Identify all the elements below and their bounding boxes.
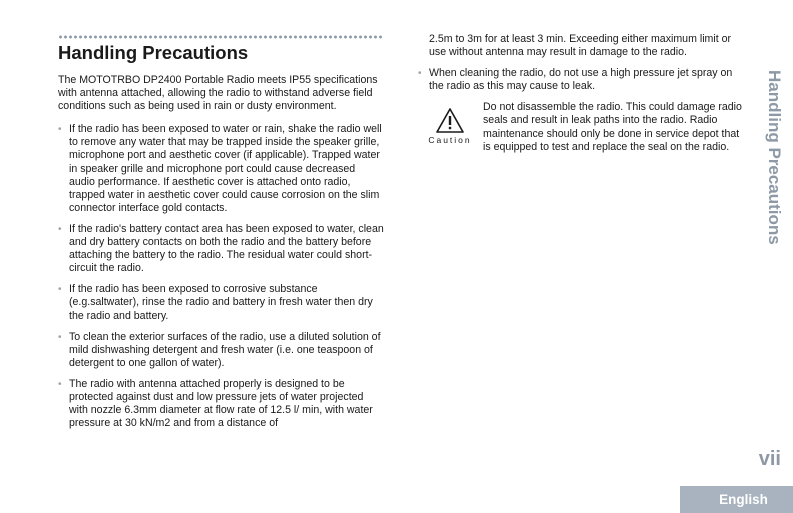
language-tab: English bbox=[680, 486, 793, 513]
chapter-side-tab: Handling Precautions bbox=[765, 70, 784, 245]
list-item: • If the radio's battery contact area has been exposed to water, clean and dry battery contacts on both the radio and the battery before attaching the battery to the radio. The residual water could short-circuit the radio. bbox=[58, 223, 384, 275]
precautions-list-continued bbox=[418, 67, 746, 93]
caution-notice bbox=[418, 101, 746, 191]
right-column bbox=[418, 33, 746, 191]
list-item-continuation: 2.5m to 3m for at least 3 min. Exceeding either maximum limit or use without antenna may result in damage to the radio. bbox=[429, 33, 732, 59]
page-title: Handling Precautions bbox=[58, 42, 249, 63]
page-number: vii bbox=[758, 448, 781, 470]
precautions-list bbox=[58, 123, 384, 430]
list-item: • To clean the exterior surfaces of the radio, use a diluted solution of mild dishwashing detergent and fresh water (i.e. one teaspoon of detergent to one gallon of water). bbox=[58, 331, 384, 370]
caution-label: Caution bbox=[428, 135, 472, 146]
title-dotted-rule bbox=[58, 35, 384, 39]
list-item: • When cleaning the radio, do not use a high pressure jet spray on the radio as this may cause to leak. bbox=[418, 67, 746, 93]
list-item: • If the radio has been exposed to corrosive substance (e.g.saltwater), rinse the radio and battery in fresh water then dry the radio and battery. bbox=[58, 283, 384, 322]
warning-triangle-icon bbox=[435, 107, 465, 134]
caution-text: Do not disassemble the radio. This could damage radio seals and result in leak paths into the radio. Radio maintenance should only be done in service depot that is equipped to test and replace the seal on the radio. bbox=[483, 101, 742, 153]
intro-paragraph: The MOTOTRBO DP2400 Portable Radio meets IP55 specifications with antenna attached, allowing the radio to withstand adverse field conditions such as being used in rain or dusty environment. bbox=[58, 74, 378, 113]
caution-badge bbox=[424, 107, 476, 145]
list-item: • If the radio has been exposed to water or rain, shake the radio well to remove any water that may be trapped inside the speaker grille, microphone port and aesthetic cover (if applicable). Trapped water in speaker grille and microphone port could cause decreased audio performance. If aesthetic cover is attached onto radio, trapped water in aesthetic cover could cause corrosion on the slim connector interface gold contacts. bbox=[58, 123, 384, 215]
left-column bbox=[58, 74, 384, 438]
list-item: • The radio with antenna attached properly is designed to be protected against dust and low pressure jets of water projected with nozzle 6.3mm diameter at flow rate of 12.5 l/ min, with water pressure at 30 kN/m2 and from a distance of bbox=[58, 378, 384, 430]
